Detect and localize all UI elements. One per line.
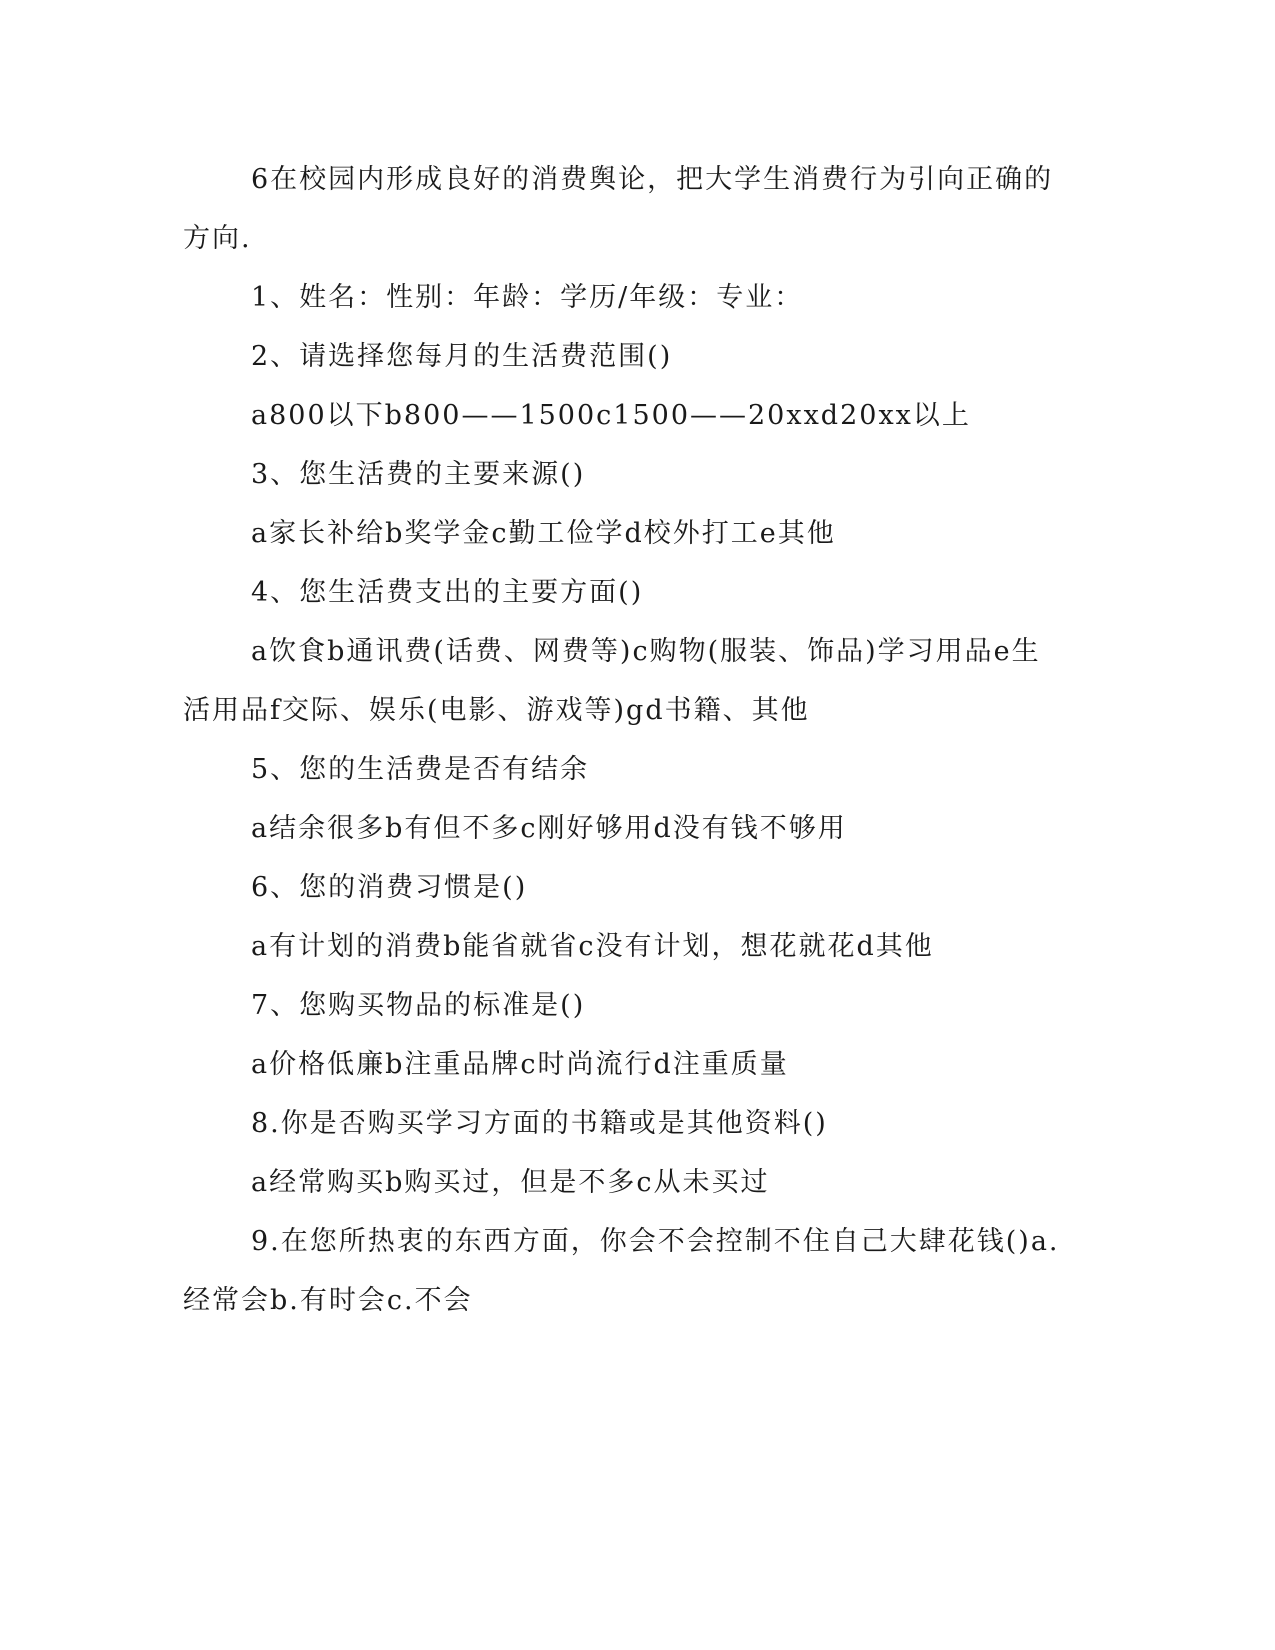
question-3-expense-source: 3、您生活费的主要来源() [251,459,586,490]
question-5-options: a结余很多b有但不多c刚好够用d没有钱不够用 [251,813,847,844]
question-2-living-expense-range: 2、请选择您每月的生活费范围() [251,341,673,372]
question-6-options: a有计划的消费b能省就省c没有计划，想花就花d其他 [251,931,934,962]
question-8-study-books: 8.你是否购买学习方面的书籍或是其他资料() [251,1108,828,1139]
question-5-surplus: 5、您的生活费是否有结余 [251,754,590,785]
question-4-options: a饮食b通讯费(话费、网费等)c购物(服装、饰品)学习用品e生活用品f交际、娱乐(电影、游戏等)gd书籍、其他 [183,636,1041,726]
question-8-options: a经常购买b购买过，但是不多c从未买过 [251,1167,770,1198]
document-body [183,150,1063,1330]
question-1-personal-info: 1、姓名：性别：年龄：学历/年级：专业： [251,282,804,313]
question-7-purchase-criteria: 7、您购买物品的标准是() [251,990,586,1021]
question-3-options: a家长补给b奖学金c勤工俭学d校外打工e其他 [251,518,836,549]
question-4-expense-areas: 4、您生活费支出的主要方面() [251,577,644,608]
question-9-spending-control: 9.在您所热衷的东西方面，你会不会控制不住自己大肆花钱()a.经常会b.有时会c.不会 [183,1226,1060,1316]
question-7-options: a价格低廉b注重品牌c时尚流行d注重质量 [251,1049,789,1080]
question-6-habits: 6、您的消费习惯是() [251,872,528,903]
paragraph-item-6-consumption-opinion: 6在校园内形成良好的消费舆论，把大学生消费行为引向正确的方向. [183,164,1054,254]
question-2-options: a800以下b800——1500c1500——20xxd20xx以上 [251,400,971,431]
